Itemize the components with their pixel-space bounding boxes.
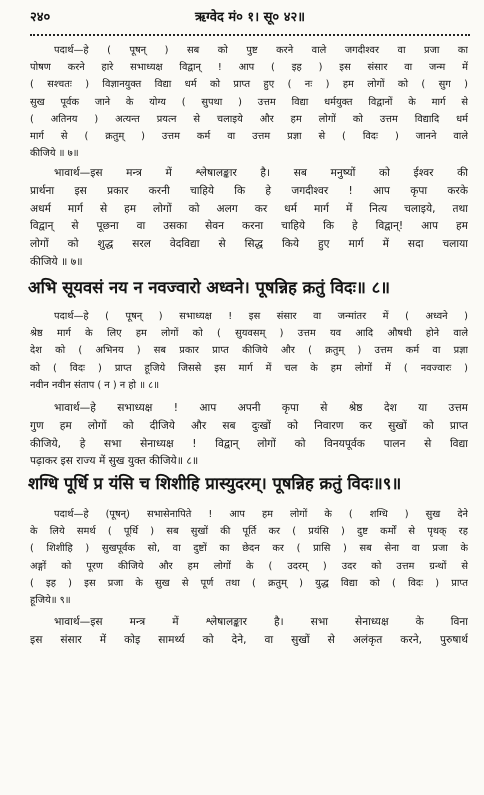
text-line: सुख पूर्वक जाने के योग्य ( सुपथा ) उत्तम विद्या धर्मयुक्त विद्वानों के मार्ग से xyxy=(30,96,468,108)
text-line: श्रेष्ठ मार्ग के लिए हम लोगों को ( सुयवसम् ) उत्तम यव आदि औषधी होने वाले xyxy=(30,328,468,340)
text-line: पोषण करने हारे सभाध्यक्ष विद्वान् ! आप ( इह ) इस संसार वा जन्म में xyxy=(30,62,468,74)
text-line: लोगों को शुद्ध सरल वेदविद्या से सिद्ध किये हुए मार्ग में सदा चलाया xyxy=(30,238,468,251)
bhavarth-section xyxy=(30,614,468,650)
text-line: पदार्थ—हे (पूषन्) सभासेनापिते ! आप हम लोगों के ( शग्धि ) सुख देने xyxy=(54,509,468,520)
text-line: ( सश्चतः ) विज्ञानयुक्त विद्या धर्म को प्राप्त हुए ( नः ) हम लोगों को ( सुग ) xyxy=(30,79,468,91)
page-header xyxy=(30,8,470,28)
text-line: नवीन नवीन संताप ( न ) न हो ॥ ८॥ xyxy=(30,379,160,391)
text-line: अधर्म मार्ग से हम लोगों को अलग कर धर्म मार्ग में नित्य चलाइये, तथा xyxy=(30,202,468,215)
text-line: भावार्थ—हे सभाध्यक्ष ! आप अपनी कृपा से श्रेष्ठ देश या उत्तम xyxy=(54,402,468,414)
verse-line: अभि सूयवसं नय न नवज्वारो अध्वने। पूषन्निह क्रतुं विदः॥ ८॥ xyxy=(28,278,391,297)
padarth-section xyxy=(30,506,468,609)
text-line: मार्ग से ( क्रतुम् ) उत्तम कर्म वा उत्तम प्रज्ञा से ( विदः ) जानने वाले xyxy=(30,131,468,143)
text-line: हूजिये॥ ९॥ xyxy=(30,595,71,607)
text-line: के लिये समर्थ ( पूर्धि ) सब सुखों की पूर्ति कर ( प्रयंसि ) दुष्ट कर्मों से पृथक् रह xyxy=(30,526,468,538)
text-line: देश को ( अभिनय ) सब प्रकार प्राप्त कीजिये और ( क्रतुम् ) उत्तम कर्म वा प्रज्ञा xyxy=(30,345,468,357)
text-line: ( शिशीहि ) सुखपूर्वक सो, वा दुष्टों का छेदन कर ( प्रासि ) सब सेना वा प्रजा के xyxy=(30,543,468,555)
text-line: पदार्थ—हे ( पूषन् ) सभाध्यक्ष ! इस संसार वा जन्मांतर में ( अध्वने ) xyxy=(54,311,468,322)
text-line: प्रार्थना इस प्रकार करनी चाहिये कि हे जगदीश्वर ! आप कृपा करके xyxy=(30,184,468,197)
text-line: ( अतिनय ) अत्यन्त प्रयत्न से चलाइये और हम लोगों को उत्तम विद्यादि धर्म xyxy=(30,113,468,125)
padarth-section xyxy=(30,42,468,162)
text-line: को ( विदः ) प्राप्त हूजिये जिससे इस मार्ग में चल के हम लोगों में ( नवज्वारः ) xyxy=(30,362,468,374)
header-rule xyxy=(30,34,470,36)
text-line: पढ़ाकर इस राज्य में सुख युक्त कीजिये॥ ८॥ xyxy=(30,455,199,468)
page-number: २४० xyxy=(30,10,51,25)
text-line: भावार्थ—इस मन्त्र में श्लेषालङ्कार है। सभा सेनाध्यक्ष के विना xyxy=(54,616,468,628)
text-line: कीजिये, हे सभा सेनाध्यक्ष ! विद्वान् लोगों को विनयपूर्वक पालन से विद्या xyxy=(30,437,468,450)
padarth-section xyxy=(30,308,468,394)
text-line: अङ्गों को पूरण कीजिये और हम लोगों के ( उदरम् ) उदर को उत्तम ग्रन्थों से xyxy=(30,560,468,572)
verse-line: शग्धि पूर्धि प्र यंसि च शिशीहि प्रास्युदरम्। पूषन्निह क्रतुं विदः॥९॥ xyxy=(28,474,402,493)
text-line: इस संसार में कोइ सामर्थ्य को देने, वा सुखों से अलंकृत करने, पुरुषार्थ xyxy=(30,633,468,646)
running-title: ऋग्वेद मं० १। सू० ४२॥ xyxy=(194,10,306,25)
text-line: कीजिये ॥ ७॥ xyxy=(30,255,83,268)
bhavarth-section xyxy=(30,400,468,471)
text-line: गुण हम लोगों को दीजिये और सब दुःखों को निवारण कर सुखों को प्राप्त xyxy=(30,419,468,432)
bhavarth-section xyxy=(30,165,468,272)
text-line: पदार्थ—हे ( पूषन् ) सब को पुष्ट करने वाले जगदीश्वर वा प्रजा का xyxy=(54,45,468,56)
text-line: कीजिये ॥ ७॥ xyxy=(30,148,79,160)
text-line: विद्वान् से पूछना वा उसका सेवन करना चाहिये कि हे विद्वान्! आप हम xyxy=(30,220,468,233)
text-line: भावार्थ—इस मन्त्र में श्लेषालङ्कार है। सब मनुष्यों को ईश्वर की xyxy=(54,167,468,179)
text-line: ( इह ) इस प्रजा के सुख से पूर्ण तथा ( क्रतुम् ) युद्ध विद्या को ( विदः ) प्राप्त xyxy=(30,577,468,589)
